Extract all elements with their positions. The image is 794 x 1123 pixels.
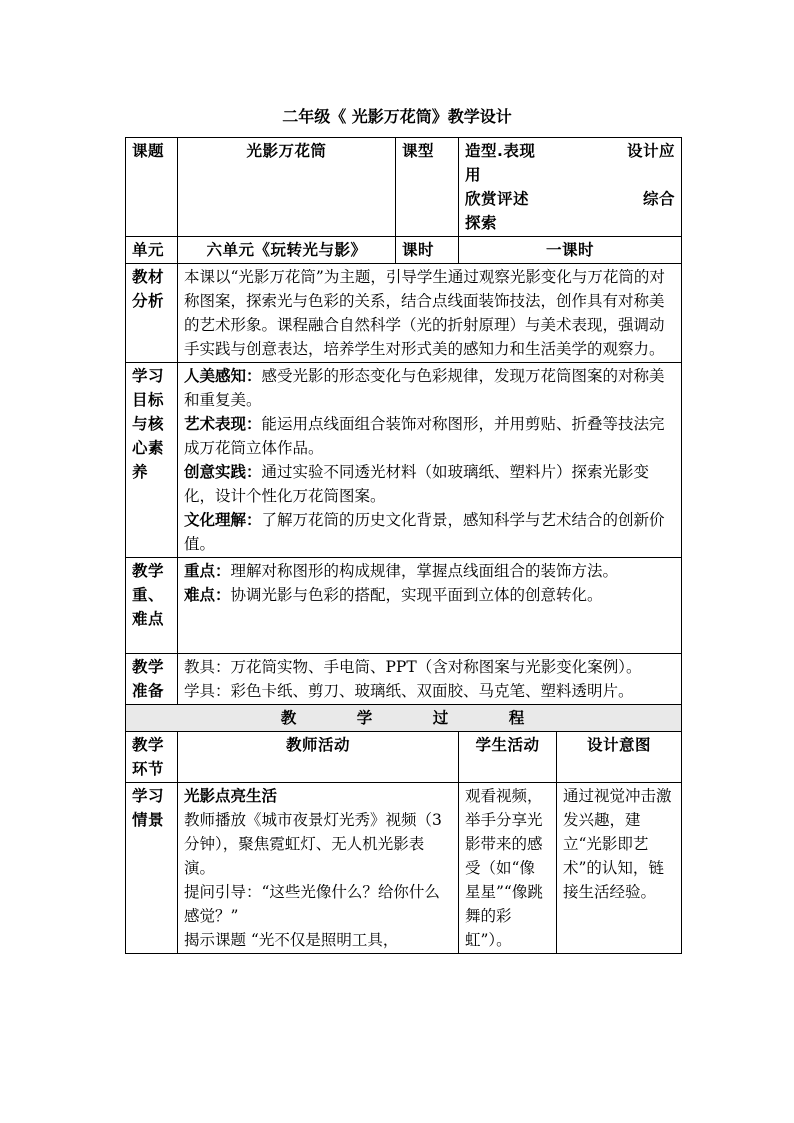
goals-row	[126, 363, 682, 558]
teacher-activity: 光影点亮生活 教师播放《城市夜景灯光秀》视频（3分钟），聚焦霓虹灯、无人机光影表演。 提问引导：“这些光像什么？给你什么感觉？” 揭示课题 “光不仅是照明工具，	[178, 783, 459, 954]
col-student: 学生活动	[459, 732, 557, 783]
col-teacher: 教师活动	[178, 732, 459, 783]
topic-row	[126, 138, 682, 237]
unit-value: 六单元《玩转光与影》	[178, 237, 396, 264]
unit-label: 单元	[126, 237, 178, 264]
type-label: 课型	[396, 138, 459, 237]
prep-content: 教具：万花筒实物、手电筒、PPT（含对称图案与光影变化案例）。 学具：彩色卡纸、剪刀、玻璃纸、双面胶、马克笔、塑料透明片。	[178, 654, 682, 705]
topic-label: 课题	[126, 138, 178, 237]
analysis-label: 教材分析	[126, 264, 178, 363]
analysis-row	[126, 264, 682, 363]
goals-content	[178, 363, 682, 558]
goals-label: 学习目标与核心素养	[126, 363, 178, 558]
type-value: 造型.表现 设计应 用 欣赏评述 综合 探索	[459, 138, 682, 237]
keypoints-label: 教学重、难点	[126, 558, 178, 654]
goal-item: 人美感知：感受光影的形态变化与色彩规律，发现万花筒图案的对称美和重复美。	[184, 367, 665, 409]
process-row-1	[126, 783, 682, 954]
goal-item: 文化理解：了解万花筒的历史文化背景，感知科学与艺术结合的创新价值。	[184, 511, 665, 553]
keypoints-content: 重点：理解对称图形的构成规律，掌握点线面组合的装饰方法。 难点：协调光影与色彩的搭配，实现平面到立体的创意转化。	[178, 558, 682, 654]
prep-label: 教学准备	[126, 654, 178, 705]
process-header-row	[126, 705, 682, 732]
keypoints-row	[126, 558, 682, 654]
col-intent: 设计意图	[557, 732, 682, 783]
lesson-plan-table	[125, 137, 682, 954]
stage-cell: 学习情景	[126, 783, 178, 954]
unit-row	[126, 237, 682, 264]
prep-row	[126, 654, 682, 705]
hours-value: 一课时	[459, 237, 682, 264]
process-title: 教 学 过 程	[126, 705, 682, 732]
hours-label: 课时	[396, 237, 459, 264]
topic-value: 光影万花筒	[178, 138, 396, 237]
col-stage: 教学环节	[126, 732, 178, 783]
design-intent: 通过视觉冲击激发兴趣，建立“光影即艺术”的认知，链接生活经验。	[557, 783, 682, 954]
analysis-text: 本课以“光影万花筒”为主题，引导学生通过观察光影变化与万花筒的对称图案，探索光与色彩的关系，结合点线面装饰技法，创作具有对称美的艺术形象。课程融合自然科学（光的折射原理）与美术表现，强调动手实践与创意表达，培养学生对形式美的感知力和生活美学的观察力。	[178, 264, 682, 363]
student-activity: 观看视频，举手分享光影带来的感受（如“像星星”“像跳舞的彩虹”）。	[459, 783, 557, 954]
document-title: 二年级《 光影万花筒》教学设计	[282, 107, 512, 126]
goal-item: 创意实践：通过实验不同透光材料（如玻璃纸、塑料片）探索光影变化，设计个性化万花筒图案。	[184, 463, 650, 505]
process-columns-row	[126, 732, 682, 783]
goal-item: 艺术表现：能运用点线面组合装饰对称图形，并用剪贴、折叠等技法完成万花筒立体作品。	[184, 415, 665, 457]
